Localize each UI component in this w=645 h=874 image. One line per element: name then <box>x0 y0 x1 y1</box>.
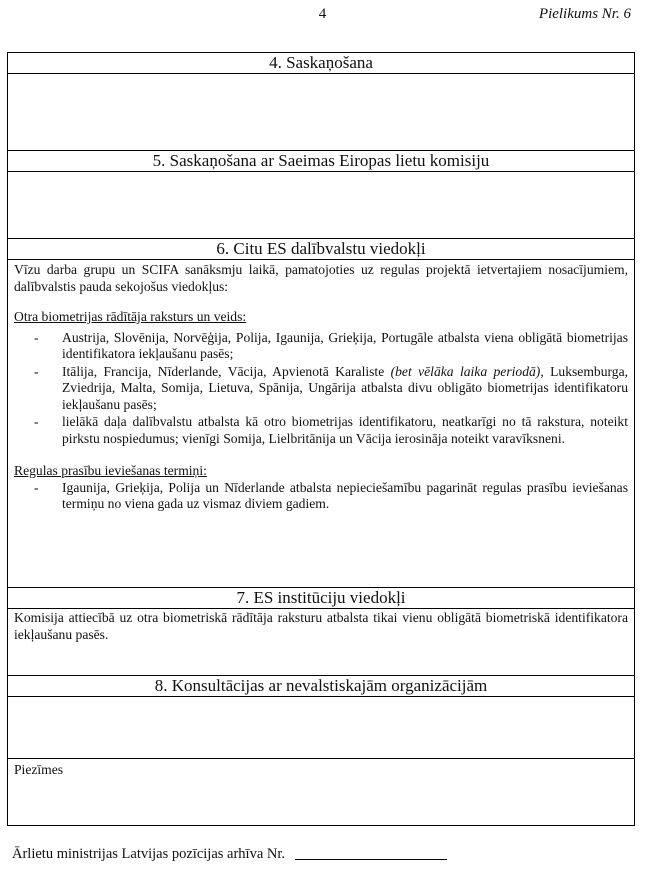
section-6-body <box>14 262 628 514</box>
list-item: - Austrija, Slovēnija, Norvēģija, Polija, Igaunija, Grieķija, Portugāle atbalsta viena obligātā biometrijas identifikatora iekļaušanu pasēs; <box>34 330 628 363</box>
list-item <box>34 364 628 414</box>
section-7-body: Komisija attiecībā uz otra biometriskā rādītāja raksturu atbalsta tikai vienu obligātā biometriskā identifikatora iekļaušanu pasēs. <box>14 610 628 642</box>
list-item: - lielākā daļa dalībvalstu atbalsta kā otro biometrijas identifikatoru, neatkarīgi no tā rakstura, noteikt pirkstu nospiedumus; vienīgi Somija, Lielbritānija un Vācija ierosināja noteikt varavīksneni. <box>34 414 628 447</box>
biometric-views-list <box>14 330 628 448</box>
archive-label: Ārlietu ministrijas Latvijas pozīcijas arhīva Nr. <box>12 846 286 862</box>
list-item-italic-note: (bet vēlāka laika periodā) <box>390 363 541 379</box>
list-item: - Igaunija, Grieķija, Polija un Nīderlande atbalsta nepieciešamību pagarināt regulas prasību ieviešanas termiņu no viena gada uz vismaz diviem gadiem. <box>34 480 628 513</box>
archive-number-blank <box>295 847 447 860</box>
notes-label: Piezīmes <box>14 762 64 777</box>
annex-label: Pielikums Nr. 6 <box>538 6 631 22</box>
archive-number-line <box>12 846 447 863</box>
subhead-biometric-type: Otra biometrijas rādītāja raksturs un veids: <box>14 309 247 324</box>
subhead-implementation-terms: Regulas prasību ieviešanas termiņi: <box>14 463 207 478</box>
position-form-table <box>7 52 635 826</box>
section-8-title: 8. Konsultācijas ar nevalstiskajām organizācijām <box>8 675 634 697</box>
section-6-intro: Vīzu darba grupu un SCIFA sanāksmju laikā, pamatojoties uz regulas projektā ietvertajiem nosacījumiem, dalībvalstis pauda sekojošus viedokļus: <box>14 262 628 294</box>
section-6-title: 6. Citu ES dalībvalstu viedokļi <box>8 238 634 260</box>
page-number: 4 <box>318 6 327 22</box>
section-4-title: 4. Saskaņošana <box>8 52 634 74</box>
list-item-text: , Luksemburga, Zviedrija, Malta, Somija, Lietuva, Spānija, Ungārija atbalsta divu obligāto biometrijas identifikatoru iekļaušanu pasēs; <box>62 363 628 412</box>
terms-views-list <box>14 480 628 513</box>
list-item-text: Itālija, Francija, Nīderlande, Vācija, Apvienotā Karaliste <box>62 363 391 379</box>
section-7-title: 7. ES institūciju viedokļi <box>8 587 634 609</box>
section-5-title: 5. Saskaņošana ar Saeimas Eiropas lietu komisiju <box>8 150 634 172</box>
notes-divider <box>8 758 634 759</box>
